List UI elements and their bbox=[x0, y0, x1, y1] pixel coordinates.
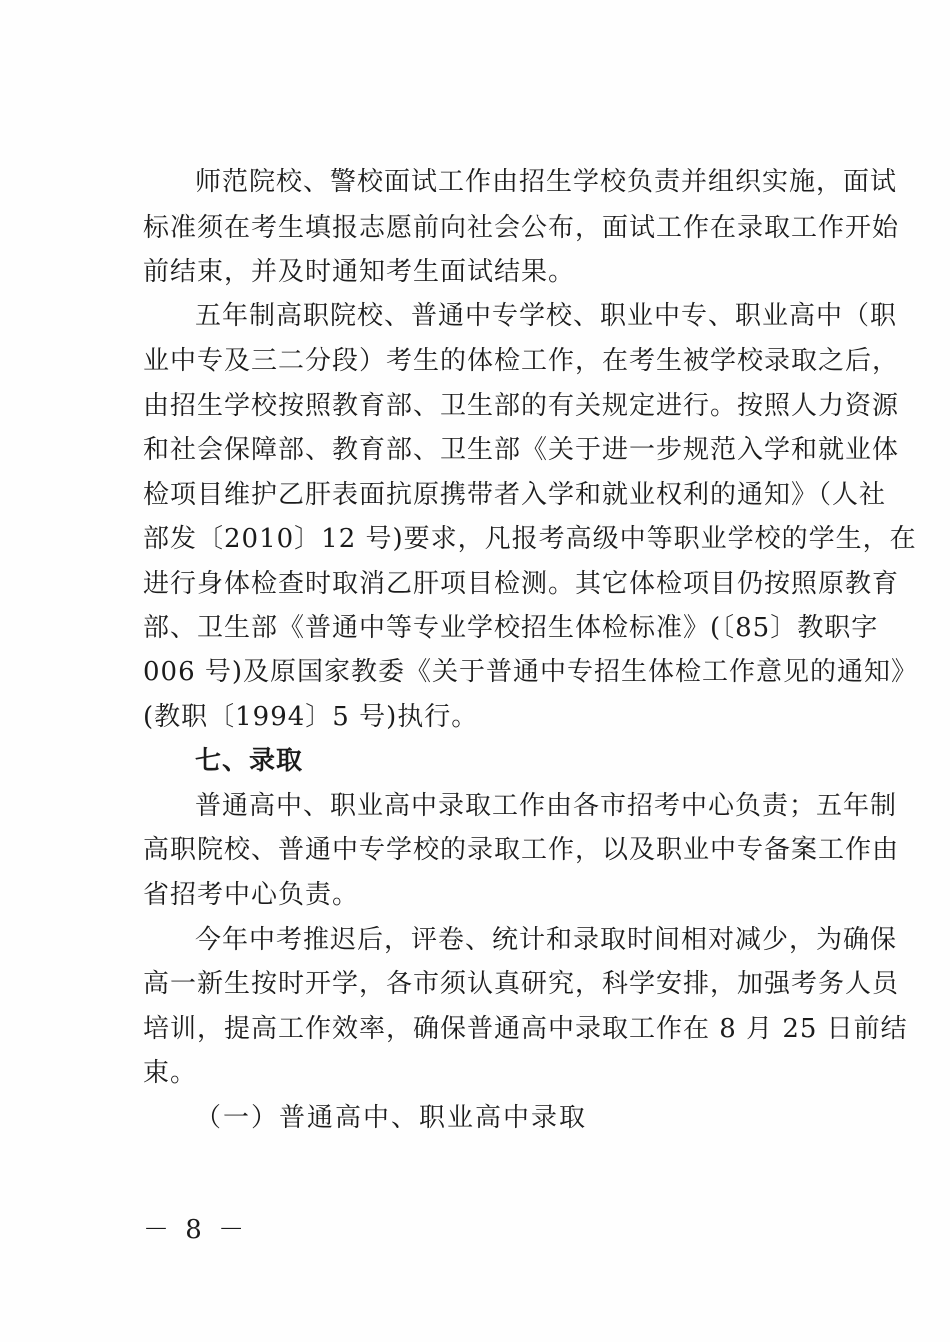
text-line: 师范院校、警校面试工作由招生学校负责并组织实施，面试 bbox=[195, 167, 898, 197]
text-line: 前结束，并及时通知考生面试结果。 bbox=[143, 257, 576, 287]
text-line: 部、卫生部《普通中等专业学校招生体检标准》(〔85〕教职字 bbox=[143, 613, 879, 643]
text-line: 由招生学校按照教育部、卫生部的有关规定进行。按照人力资源 bbox=[143, 391, 900, 421]
text-line: 束。 bbox=[143, 1058, 198, 1088]
text-line: 部发〔2010〕12 号)要求，凡报考高级中等职业学校的学生，在 bbox=[143, 524, 917, 554]
text-line: 高职院校、普通中专学校的录取工作，以及职业中专备案工作由 bbox=[143, 835, 900, 865]
text-line: 和社会保障部、教育部、卫生部《关于进一步规范入学和就业体 bbox=[143, 435, 900, 465]
page-number: － 8 － bbox=[143, 1215, 249, 1245]
text-line: 省招考中心负责。 bbox=[143, 880, 360, 910]
text-line: 006 号)及原国家教委《关于普通中专招生体检工作意见的通知》 bbox=[143, 657, 919, 687]
subsection-heading: （一）普通高中、职业高中录取 bbox=[195, 1103, 588, 1133]
text-line: 普通高中、职业高中录取工作由各市招考中心负责；五年制 bbox=[195, 791, 898, 821]
text-line: 高一新生按时开学，各市须认真研究，科学安排，加强考务人员 bbox=[143, 969, 900, 999]
text-line: 五年制高职院校、普通中专学校、职业中专、职业高中（职 bbox=[195, 301, 898, 331]
text-line: 培训，提高工作效率，确保普通高中录取工作在 8 月 25 日前结 bbox=[143, 1014, 908, 1044]
text-line: 业中专及三二分段）考生的体检工作，在考生被学校录取之后， bbox=[143, 346, 900, 376]
text-line: 检项目维护乙肝表面抗原携带者入学和就业权利的通知》（人社 bbox=[143, 480, 887, 510]
text-line: 进行身体检查时取消乙肝项目检测。其它体检项目仍按照原教育 bbox=[143, 569, 900, 599]
section-heading: 七、录取 bbox=[195, 746, 304, 776]
text-line: 今年中考推迟后，评卷、统计和录取时间相对减少，为确保 bbox=[195, 925, 898, 955]
text-line: 标准须在考生填报志愿前向社会公布，面试工作在录取工作开始 bbox=[143, 213, 900, 243]
text-line: (教职〔1994〕5 号)执行。 bbox=[143, 702, 479, 732]
